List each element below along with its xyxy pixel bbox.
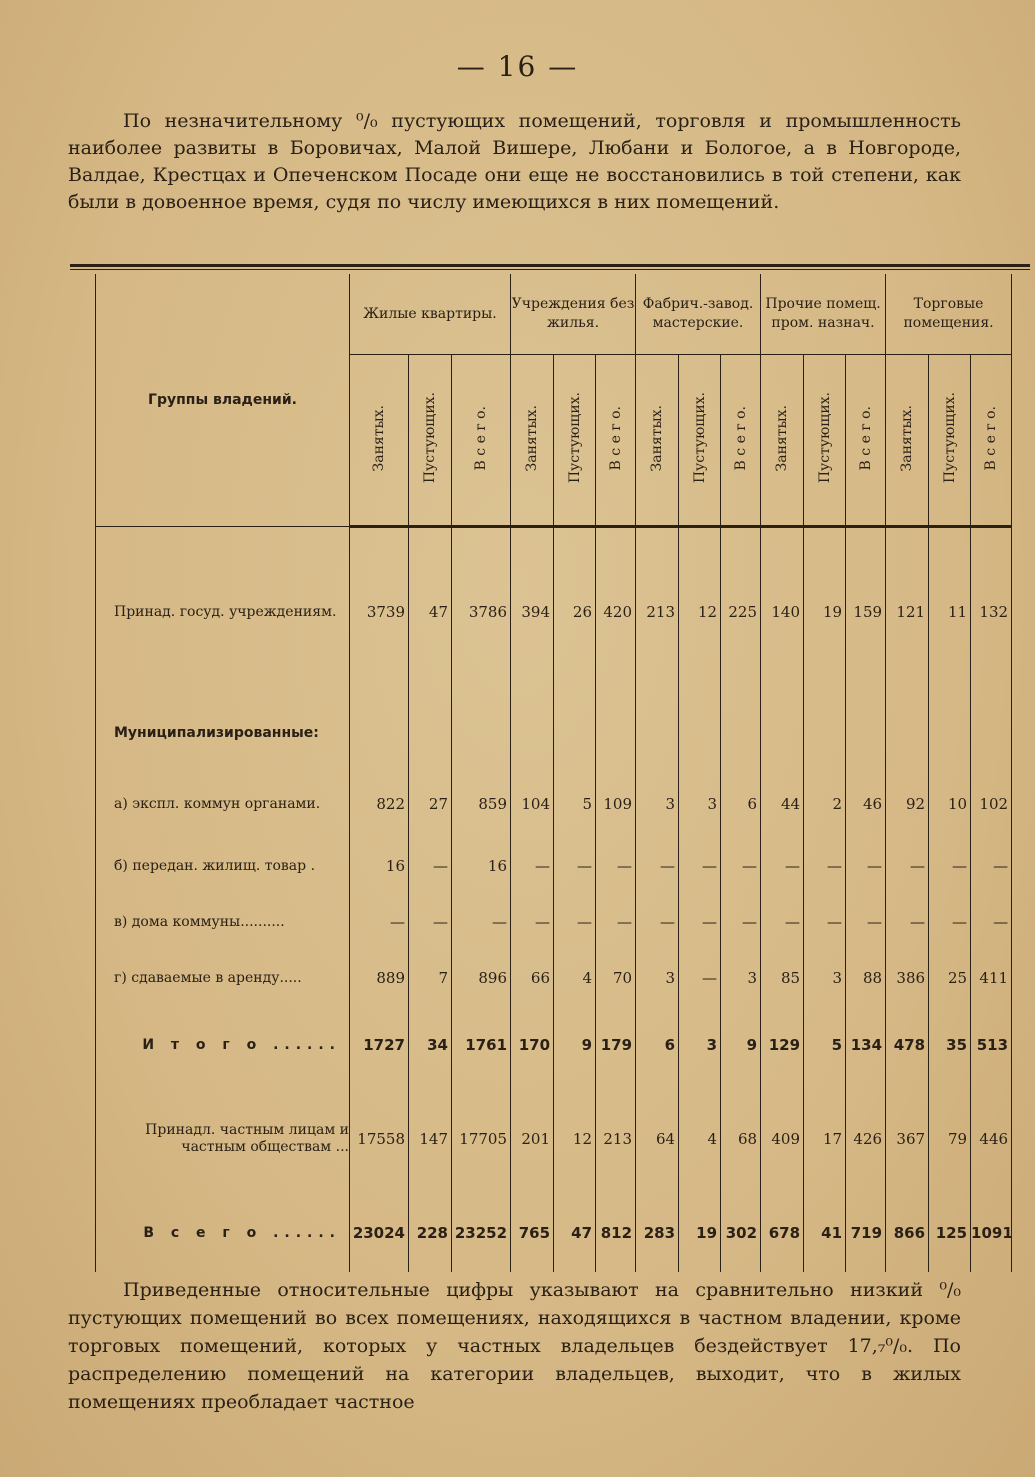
subheader-cell xyxy=(804,355,846,527)
table-cell: 134 xyxy=(846,1006,886,1084)
table-cell: — xyxy=(761,894,804,950)
table-cell: 446 xyxy=(971,1084,1012,1194)
table-cell: 121 xyxy=(886,527,929,697)
paragraph-bottom: Приведенные относительные цифры указывают на сравнительно низкий ⁰/₀ пустующих помещений во всех помещениях, находящихся в частном владении, кроме торговых помещений, которых у частных владельцев бездействует 17,₇⁰/₀. По распределению помещений на категории владельцев, выходит, что в жилых помещениях преобладает частное xyxy=(68,1279,961,1413)
table-cell: — xyxy=(679,894,721,950)
subheader-cell xyxy=(636,355,679,527)
category-header-residential: Жилые квартиры. xyxy=(350,274,511,355)
table-cell xyxy=(761,696,804,770)
table-cell: 411 xyxy=(971,950,1012,1006)
table-cell: 47 xyxy=(409,527,452,697)
table-cell: 35 xyxy=(929,1006,971,1084)
table-cell: 64 xyxy=(636,1084,679,1194)
table-cell: 34 xyxy=(409,1006,452,1084)
subheader-cell xyxy=(409,355,452,527)
subheader-label: Занятых. xyxy=(774,404,791,472)
table-cell: 5 xyxy=(554,770,596,838)
row-label: И т о г о ...... xyxy=(96,1006,350,1084)
subheader-label: В с е г о. xyxy=(983,405,1000,471)
table-cell: — xyxy=(971,838,1012,894)
table-cell: 426 xyxy=(846,1084,886,1194)
paragraph-top: По незначительному ⁰/₀ пустующих помещений, торговля и промышленность наиболее развиты в Боровичах, Малой Вишере, Любани и Бологое, а в Новгороде, Валдае, Крестцах и Опеченском Посаде они еще не восстановились в той степени, как были в довоенное время, судя по числу имеющихся в них помещений. xyxy=(68,110,961,213)
table-cell: 66 xyxy=(511,950,554,1006)
table-cell xyxy=(452,696,511,770)
table-cell: 10 xyxy=(929,770,971,838)
table-cell: 6 xyxy=(636,1006,679,1084)
table-row xyxy=(96,1006,1012,1084)
table-cell: 23024 xyxy=(350,1194,409,1272)
table-cell: 478 xyxy=(886,1006,929,1084)
table-cell: 46 xyxy=(846,770,886,838)
subheader-label: В с е г о. xyxy=(732,405,749,471)
row-label: а) экспл. коммун органами. xyxy=(96,770,350,838)
row-label: в) дома коммуны.......... xyxy=(96,894,350,950)
table-cell: 394 xyxy=(511,527,554,697)
table-cell: 889 xyxy=(350,950,409,1006)
table-cell: — xyxy=(971,894,1012,950)
table-cell: 47 xyxy=(554,1194,596,1272)
table-cell: 109 xyxy=(596,770,636,838)
table-cell: 859 xyxy=(452,770,511,838)
table-cell: 225 xyxy=(721,527,761,697)
table-cell: 812 xyxy=(596,1194,636,1272)
table-cell: 1727 xyxy=(350,1006,409,1084)
subheader-cell xyxy=(452,355,511,527)
table-cell: 409 xyxy=(761,1084,804,1194)
table-cell: — xyxy=(452,894,511,950)
table-cell: 3 xyxy=(636,950,679,1006)
table-cell: 7 xyxy=(409,950,452,1006)
row-label: В с е г о ...... xyxy=(96,1194,350,1272)
table-cell: 5 xyxy=(804,1006,846,1084)
table-cell: 201 xyxy=(511,1084,554,1194)
subheader-label: Пустующих. xyxy=(941,392,958,484)
subheader-label: Занятых. xyxy=(649,404,666,472)
table-cell: 79 xyxy=(929,1084,971,1194)
table-cell xyxy=(886,696,929,770)
table-cell: 85 xyxy=(761,950,804,1006)
table-cell: 102 xyxy=(971,770,1012,838)
table-cell: — xyxy=(846,838,886,894)
table-cell: 420 xyxy=(596,527,636,697)
table-cell xyxy=(846,696,886,770)
table-cell: 92 xyxy=(886,770,929,838)
table-cell: 4 xyxy=(554,950,596,1006)
table-cell: 3 xyxy=(804,950,846,1006)
table-cell: 129 xyxy=(761,1006,804,1084)
table-cell: 68 xyxy=(721,1084,761,1194)
table-cell: 1091 xyxy=(971,1194,1012,1272)
table-row xyxy=(96,950,1012,1006)
table-cell xyxy=(350,696,409,770)
table-cell: 2 xyxy=(804,770,846,838)
table-cell: 866 xyxy=(886,1194,929,1272)
subheader-cell xyxy=(761,355,804,527)
table-cell: 513 xyxy=(971,1006,1012,1084)
table-row xyxy=(96,1084,1012,1194)
table-row xyxy=(96,894,1012,950)
row-label: б) передан. жилищ. товар . xyxy=(96,838,350,894)
table-cell: 3 xyxy=(721,950,761,1006)
table-cell: 179 xyxy=(596,1006,636,1084)
category-header-commercial: Торговые помещения. xyxy=(886,274,1012,355)
table-cell: 88 xyxy=(846,950,886,1006)
subheader-label: В с е г о. xyxy=(857,405,874,471)
table-cell xyxy=(929,696,971,770)
table-cell: 3739 xyxy=(350,527,409,697)
table-row xyxy=(96,770,1012,838)
subheader-cell xyxy=(511,355,554,527)
subheader-label: В с е г о. xyxy=(473,405,489,471)
table-cell: 1761 xyxy=(452,1006,511,1084)
table-cell: 9 xyxy=(554,1006,596,1084)
table-cell: — xyxy=(409,894,452,950)
subheader-label: Занятых. xyxy=(524,404,541,472)
table-cell xyxy=(554,696,596,770)
table-cell: 132 xyxy=(971,527,1012,697)
table-cell xyxy=(804,696,846,770)
table-cell: — xyxy=(679,838,721,894)
page-number: — 16 — xyxy=(456,50,579,83)
table-cell: — xyxy=(596,894,636,950)
table-cell: 9 xyxy=(721,1006,761,1084)
subheader-label: Пустующих. xyxy=(422,392,438,484)
table-cell: 3 xyxy=(679,1006,721,1084)
table-cell: — xyxy=(721,894,761,950)
table-cell: — xyxy=(350,894,409,950)
table-cell: 367 xyxy=(886,1084,929,1194)
subheader-label: Пустующих. xyxy=(816,392,833,484)
subheader-cell xyxy=(679,355,721,527)
table-cell: 6 xyxy=(721,770,761,838)
table-cell: — xyxy=(636,838,679,894)
table-cell: — xyxy=(409,838,452,894)
subheader-label: Занятых. xyxy=(371,404,387,472)
table-cell: 170 xyxy=(511,1006,554,1084)
table-cell: — xyxy=(511,894,554,950)
table-cell: 16 xyxy=(452,838,511,894)
table-cell: — xyxy=(886,838,929,894)
subheader-label: Пустующих. xyxy=(691,392,708,484)
table-cell: — xyxy=(929,894,971,950)
table-cell: 25 xyxy=(929,950,971,1006)
table-cell: 17558 xyxy=(350,1084,409,1194)
row-label: г) сдаваемые в аренду..... xyxy=(96,950,350,1006)
table-cell: — xyxy=(554,838,596,894)
table-cell: 125 xyxy=(929,1194,971,1272)
table-cell: 3 xyxy=(636,770,679,838)
table-cell: 44 xyxy=(761,770,804,838)
table-cell: 3 xyxy=(679,770,721,838)
table-cell xyxy=(971,696,1012,770)
category-header-factories: Фабрич.-завод. мастерские. xyxy=(636,274,761,355)
table-cell: 159 xyxy=(846,527,886,697)
table-cell: 765 xyxy=(511,1194,554,1272)
table-cell: — xyxy=(846,894,886,950)
subheader-cell xyxy=(846,355,886,527)
table-cell xyxy=(596,696,636,770)
table-cell: 16 xyxy=(350,838,409,894)
table-top-rule-thin xyxy=(70,269,1030,270)
subheader-cell xyxy=(721,355,761,527)
table-cell: — xyxy=(679,950,721,1006)
table-row xyxy=(96,838,1012,894)
table-cell: 147 xyxy=(409,1084,452,1194)
group-header: Группы владений. xyxy=(96,274,350,527)
table-cell: 302 xyxy=(721,1194,761,1272)
table-cell: 70 xyxy=(596,950,636,1006)
table-cell: 213 xyxy=(636,527,679,697)
table-cell: 4 xyxy=(679,1084,721,1194)
subheader-cell xyxy=(596,355,636,527)
table-cell: 822 xyxy=(350,770,409,838)
table-cell: — xyxy=(761,838,804,894)
subheader-cell xyxy=(350,355,409,527)
row-label: Муниципализированные: xyxy=(96,696,350,770)
table-cell: 19 xyxy=(804,527,846,697)
subheader-cell xyxy=(886,355,929,527)
table-cell: 17705 xyxy=(452,1084,511,1194)
subheader-label: Занятых. xyxy=(899,404,916,472)
table-cell: 12 xyxy=(679,527,721,697)
table-cell: 386 xyxy=(886,950,929,1006)
table-row xyxy=(96,696,1012,770)
table-cell: — xyxy=(804,838,846,894)
table-cell: 228 xyxy=(409,1194,452,1272)
table-cell: 23252 xyxy=(452,1194,511,1272)
category-header-institutions: Учреждения без жилья. xyxy=(511,274,636,355)
row-label: Принад. госуд. учреждениям. xyxy=(96,527,350,697)
subheader-cell xyxy=(971,355,1012,527)
table-cell: 140 xyxy=(761,527,804,697)
table-cell: — xyxy=(886,894,929,950)
row-label: Принадл. частным лицам и частным обществам ... xyxy=(96,1084,350,1194)
statistics-table xyxy=(95,274,1012,1272)
table-cell: 11 xyxy=(929,527,971,697)
table-cell: — xyxy=(929,838,971,894)
table-cell: — xyxy=(636,894,679,950)
table-cell: 896 xyxy=(452,950,511,1006)
table-row xyxy=(96,527,1012,697)
table-cell: 3786 xyxy=(452,527,511,697)
category-header-other-industrial: Прочие помещ. пром. назнач. xyxy=(761,274,886,355)
table-cell: 12 xyxy=(554,1084,596,1194)
table-row xyxy=(96,1194,1012,1272)
table-cell: 27 xyxy=(409,770,452,838)
subheader-cell xyxy=(929,355,971,527)
table-cell xyxy=(636,696,679,770)
table-cell xyxy=(679,696,721,770)
table-cell xyxy=(721,696,761,770)
table-cell: 17 xyxy=(804,1084,846,1194)
subheader-label: В с е г о. xyxy=(607,405,624,471)
table-cell: 213 xyxy=(596,1084,636,1194)
subheader-label: Пустующих. xyxy=(566,392,583,484)
table-cell: — xyxy=(721,838,761,894)
table-cell: 41 xyxy=(804,1194,846,1272)
table-cell: 19 xyxy=(679,1194,721,1272)
subheader-cell xyxy=(554,355,596,527)
table-cell xyxy=(409,696,452,770)
table-cell: 283 xyxy=(636,1194,679,1272)
table-cell: — xyxy=(596,838,636,894)
table-cell: 678 xyxy=(761,1194,804,1272)
table-cell: — xyxy=(804,894,846,950)
table-cell: — xyxy=(511,838,554,894)
table-top-rule xyxy=(70,264,1030,267)
table-cell: 719 xyxy=(846,1194,886,1272)
table-cell: 104 xyxy=(511,770,554,838)
table-cell xyxy=(511,696,554,770)
table-cell: — xyxy=(554,894,596,950)
table-cell: 26 xyxy=(554,527,596,697)
